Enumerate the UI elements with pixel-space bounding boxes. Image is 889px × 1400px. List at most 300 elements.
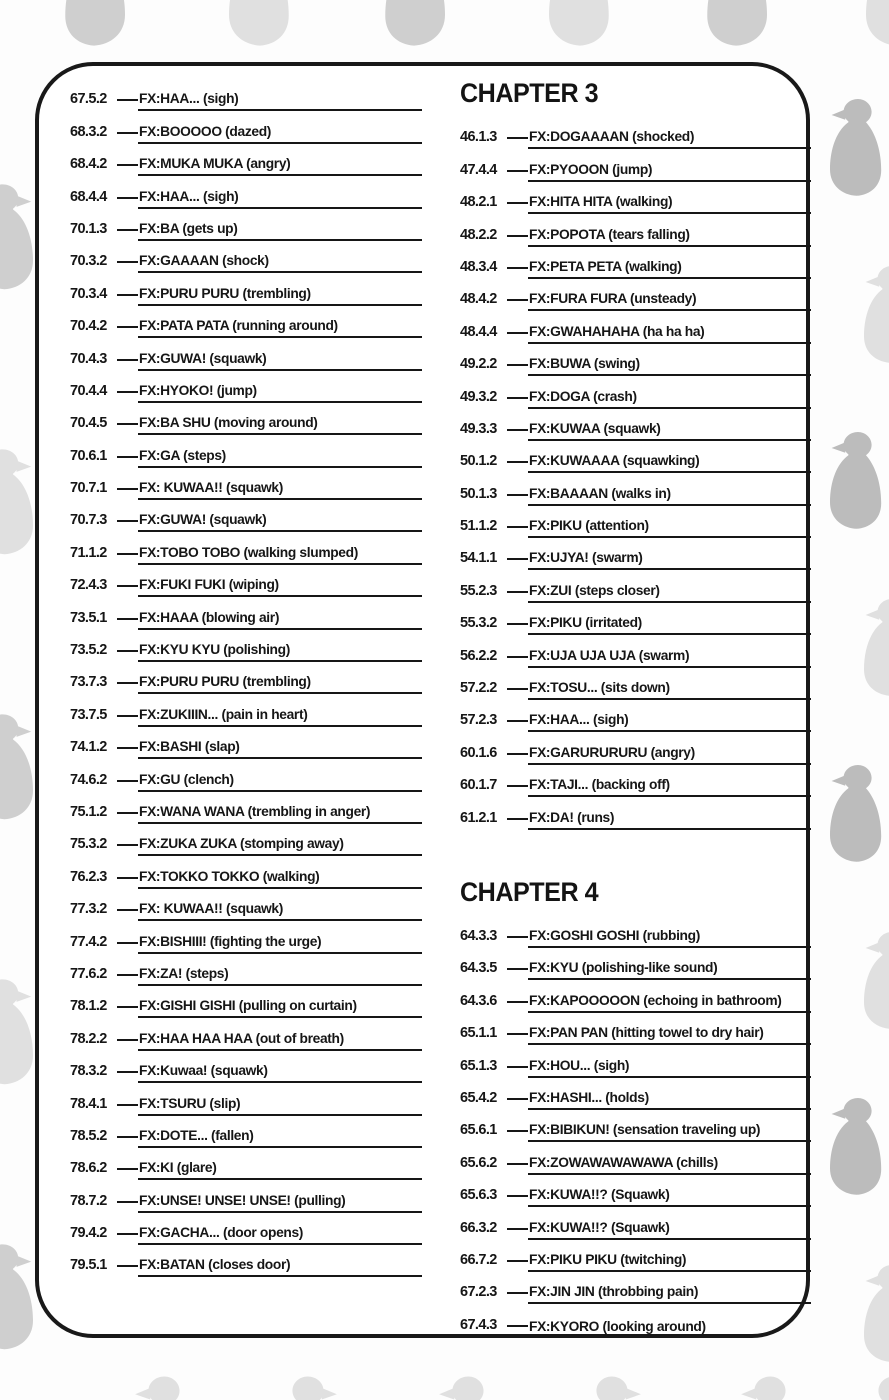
fx-connector-line: [507, 785, 528, 787]
penguin-silhouette-icon: [375, 0, 459, 54]
fx-connector-line: [117, 877, 138, 879]
fx-connector-line: [507, 267, 528, 269]
fx-connector-line: [117, 1039, 138, 1041]
fx-page-ref: 48.2.2: [460, 226, 497, 243]
fx-text: FX:KYU (polishing-like sound): [528, 960, 811, 980]
fx-connector-line: [117, 1104, 138, 1106]
fx-connector-line: [117, 585, 138, 587]
fx-page-ref: 70.4.3: [70, 350, 107, 367]
fx-entry: [70, 694, 422, 726]
fx-connector-line: [117, 747, 138, 749]
fx-entry: [70, 856, 422, 888]
fx-page-ref: 49.3.3: [460, 420, 497, 437]
chapter-heading: CHAPTER 4: [460, 876, 599, 907]
fx-page-ref: 55.2.3: [460, 582, 497, 599]
fx-page-ref: 68.4.4: [70, 188, 107, 205]
fx-entry: [70, 759, 422, 791]
fx-text: FX:TAJI... (backing off): [528, 777, 811, 797]
fx-page-ref: 65.1.3: [460, 1057, 497, 1074]
fx-page-ref: 78.7.2: [70, 1192, 107, 1209]
fx-connector-line: [117, 942, 138, 944]
fx-connector-line: [117, 326, 138, 328]
fx-entry: [460, 149, 811, 181]
fx-entry: [460, 980, 811, 1012]
fx-page-ref: 65.1.1: [460, 1025, 497, 1042]
fx-page-ref: 70.6.1: [70, 447, 107, 464]
fx-text: FX:HAA HAA HAA (out of breath): [138, 1031, 422, 1051]
fx-entry: [460, 1078, 811, 1110]
fx-text: FX:GUWA! (squawk): [138, 351, 422, 371]
fx-page-ref: 76.2.3: [70, 868, 107, 885]
fx-text: FX:FURA FURA (unsteady): [528, 291, 811, 311]
fx-entry: [70, 241, 422, 273]
fx-connector-line: [507, 364, 528, 366]
penguin-silhouette-icon: [852, 595, 889, 703]
fx-page-ref: 75.3.2: [70, 836, 107, 853]
fx-text: FX:ZUI (steps closer): [528, 583, 811, 603]
fx-page-ref: 78.3.2: [70, 1063, 107, 1080]
fx-connector-line: [507, 591, 528, 593]
fx-page-ref: 67.5.2: [70, 91, 107, 108]
fx-page-ref: 68.3.2: [70, 123, 107, 140]
fx-entry: [460, 376, 811, 408]
fx-connector-line: [117, 1233, 138, 1235]
fx-entry: [70, 1051, 422, 1083]
fx-text: FX:KUWAAAA (squawking): [528, 453, 811, 473]
fx-page-ref: 78.5.2: [70, 1127, 107, 1144]
fx-connector-line: [507, 1292, 528, 1294]
fx-connector-line: [117, 844, 138, 846]
fx-entry: [460, 603, 811, 635]
fx-column-left: [70, 79, 422, 1277]
fx-page-ref: 48.4.4: [460, 323, 497, 340]
fx-entry: [460, 1013, 811, 1045]
fx-entry: [460, 668, 811, 700]
fx-text: FX:MUKA MUKA (angry): [138, 156, 422, 176]
fx-text: FX:PAN PAN (hitting towel to dry hair): [528, 1025, 811, 1045]
fx-entry: [460, 214, 811, 246]
fx-connector-line: [117, 812, 138, 814]
fx-page-ref: 50.1.3: [460, 485, 497, 502]
fx-entry: [460, 441, 811, 473]
fx-text: FX:WANA WANA (trembling in anger): [138, 804, 422, 824]
fx-page-ref: 73.5.2: [70, 642, 107, 659]
fx-page-ref: 73.5.1: [70, 609, 107, 626]
fx-text: FX:HAAA (blowing air): [138, 610, 422, 630]
fx-text: FX:PIKU (irritated): [528, 615, 811, 635]
fx-text: FX:ZOWAWAWAWAWA (chills): [528, 1155, 811, 1175]
fx-text: FX:TOBO TOBO (walking slumped): [138, 545, 422, 565]
fx-text: FX:TOSU... (sits down): [528, 680, 811, 700]
fx-page-ref: 71.1.2: [70, 544, 107, 561]
fx-entry: [460, 1175, 811, 1207]
fx-page-ref: 64.3.3: [460, 927, 497, 944]
fx-text: FX:KUWAA (squawk): [528, 421, 811, 441]
fx-text: FX:POPOTA (tears falling): [528, 227, 811, 247]
fx-entry: [70, 1083, 422, 1115]
fx-entry: [460, 635, 811, 667]
fx-connector-line: [117, 520, 138, 522]
fx-entry: [460, 117, 811, 149]
fx-connector-line: [117, 974, 138, 976]
fx-entry: [70, 889, 422, 921]
fx-page-ref: 46.1.3: [460, 129, 497, 146]
fx-text: FX:HASHI... (holds): [528, 1090, 811, 1110]
fx-entry: [460, 473, 811, 505]
fx-text: FX:TSURU (slip): [138, 1096, 422, 1116]
penguin-silhouette-icon: [858, 1372, 889, 1400]
fx-page-ref: 48.2.1: [460, 194, 497, 211]
fx-glossary-panel: [35, 62, 810, 1338]
fx-entry: [70, 597, 422, 629]
fx-entry: [460, 732, 811, 764]
fx-page-ref: 57.2.3: [460, 712, 497, 729]
fx-connector-line: [117, 229, 138, 231]
fx-text: FX:GU (clench): [138, 772, 422, 792]
fx-text: FX:GARURURURU (angry): [528, 745, 811, 765]
fx-page-ref: 66.3.2: [460, 1219, 497, 1236]
fx-page-ref: 70.4.5: [70, 415, 107, 432]
fx-page-ref: 77.4.2: [70, 933, 107, 950]
fx-page-ref: 79.5.1: [70, 1257, 107, 1274]
fx-text: FX:KYU KYU (polishing): [138, 642, 422, 662]
fx-entry: [70, 273, 422, 305]
fx-entry: [70, 403, 422, 435]
fx-text: FX:GUWA! (squawk): [138, 512, 422, 532]
fx-page-ref: 72.4.3: [70, 577, 107, 594]
fx-connector-line: [507, 137, 528, 139]
fx-connector-line: [507, 720, 528, 722]
fx-page-ref: 47.4.4: [460, 161, 497, 178]
fx-page-ref: 75.1.2: [70, 803, 107, 820]
fx-page-ref: 74.1.2: [70, 739, 107, 756]
fx-text: FX:BUWA (swing): [528, 356, 811, 376]
fx-connector-line: [507, 1098, 528, 1100]
fx-entry: [460, 247, 811, 279]
fx-page-ref: 48.4.2: [460, 291, 497, 308]
fx-text: FX:DA! (runs): [528, 810, 811, 830]
fx-entry: [70, 630, 422, 662]
fx-entry: [70, 209, 422, 241]
fx-text: FX:GACHA... (door opens): [138, 1225, 422, 1245]
fx-connector-line: [117, 682, 138, 684]
fx-page-ref: 67.2.3: [460, 1284, 497, 1301]
fx-entry: [70, 986, 422, 1018]
fx-entry: [460, 797, 811, 829]
fx-text: FX:HOU... (sigh): [528, 1058, 811, 1078]
fx-connector-line: [507, 1228, 528, 1230]
fx-page-ref: 65.4.2: [460, 1089, 497, 1106]
fx-text: FX:UJYA! (swarm): [528, 550, 811, 570]
fx-page-ref: 54.1.1: [460, 550, 497, 567]
fx-text: FX:PATA PATA (running around): [138, 318, 422, 338]
fx-page-ref: 78.2.2: [70, 1030, 107, 1047]
fx-text: FX:PIKU PIKU (twitching): [528, 1252, 811, 1272]
fx-connector-line: [507, 1195, 528, 1197]
fx-connector-line: [507, 558, 528, 560]
penguin-silhouette-icon: [55, 0, 139, 54]
fx-connector-line: [117, 294, 138, 296]
penguin-silhouette-icon: [818, 761, 889, 869]
fx-entry: [460, 570, 811, 602]
fx-text: FX:JIN JIN (throbbing pain): [528, 1284, 811, 1304]
fx-entry: [460, 344, 811, 376]
fx-connector-line: [117, 261, 138, 263]
fx-entry: [460, 765, 811, 797]
fx-text: FX:BIBIKUN! (sensation traveling up): [528, 1122, 811, 1142]
fx-text: FX:GAAAAN (shock): [138, 253, 422, 273]
fx-connector-line: [117, 780, 138, 782]
fx-column-right: [460, 75, 811, 1337]
fx-page-ref: 57.2.2: [460, 680, 497, 697]
fx-connector-line: [507, 1066, 528, 1068]
fx-entry: [70, 306, 422, 338]
fx-entry: [70, 727, 422, 759]
fx-text: FX:UNSE! UNSE! UNSE! (pulling): [138, 1193, 422, 1213]
penguin-silhouette-icon: [697, 0, 781, 54]
fx-connector-line: [507, 299, 528, 301]
fx-page-ref: 70.3.4: [70, 285, 107, 302]
fx-entry: [70, 1148, 422, 1180]
fx-page-ref: 65.6.2: [460, 1154, 497, 1171]
fx-entry: [460, 916, 811, 948]
fx-page-ref: 50.1.2: [460, 453, 497, 470]
fx-connector-line: [507, 461, 528, 463]
penguin-silhouette-icon: [852, 928, 889, 1036]
fx-connector-line: [507, 753, 528, 755]
fx-connector-line: [507, 235, 528, 237]
fx-page-ref: 70.7.3: [70, 512, 107, 529]
fx-connector-line: [117, 164, 138, 166]
fx-page-ref: 73.7.5: [70, 706, 107, 723]
fx-entry: [460, 1240, 811, 1272]
fx-entry: [460, 1272, 811, 1304]
fx-page-ref: 68.4.2: [70, 156, 107, 173]
fx-text: FX:TOKKO TOKKO (walking): [138, 869, 422, 889]
fx-page-ref: 49.3.2: [460, 388, 497, 405]
fx-page-ref: 65.6.1: [460, 1122, 497, 1139]
fx-page-ref: 61.2.1: [460, 809, 497, 826]
fx-connector-line: [117, 1201, 138, 1203]
fx-entry: [460, 1142, 811, 1174]
fx-connector-line: [117, 1136, 138, 1138]
fx-connector-line: [507, 623, 528, 625]
fx-connector-line: [117, 1265, 138, 1267]
fx-connector-line: [117, 391, 138, 393]
fx-entry: [460, 506, 811, 538]
fx-page-ref: 65.6.3: [460, 1187, 497, 1204]
penguin-silhouette-icon: [424, 1372, 504, 1400]
fx-text: FX:PURU PURU (trembling): [138, 286, 422, 306]
fx-connector-line: [117, 359, 138, 361]
fx-page-ref: 70.3.2: [70, 253, 107, 270]
fx-page-ref: 64.3.6: [460, 992, 497, 1009]
fx-entry: [70, 1180, 422, 1212]
fx-connector-line: [507, 429, 528, 431]
fx-entry: [70, 371, 422, 403]
fx-connector-line: [117, 715, 138, 717]
fx-connector-line: [117, 456, 138, 458]
fx-text: FX:BATAN (closes door): [138, 1257, 422, 1277]
fx-entry: [70, 662, 422, 694]
fx-entry: [70, 954, 422, 986]
penguin-silhouette-icon: [215, 0, 299, 54]
penguin-silhouette-icon: [818, 95, 889, 203]
fx-entry: [70, 921, 422, 953]
fx-entry: [70, 1245, 422, 1277]
fx-connector-line: [507, 1325, 528, 1327]
fx-entry: [460, 311, 811, 343]
fx-entry: [460, 279, 811, 311]
fx-text: FX:GA (steps): [138, 448, 422, 468]
fx-entry: [70, 338, 422, 370]
fx-text: FX:DOGA (crash): [528, 389, 811, 409]
fx-page-ref: 70.4.4: [70, 382, 107, 399]
penguin-silhouette-icon: [726, 1372, 806, 1400]
penguin-silhouette-icon: [535, 0, 619, 54]
fx-connector-line: [117, 1168, 138, 1170]
fx-connector-line: [117, 132, 138, 134]
fx-connector-line: [507, 818, 528, 820]
fx-page-ref: 79.4.2: [70, 1225, 107, 1242]
fx-text: FX:BA SHU (moving around): [138, 415, 422, 435]
fx-text: FX:KUWA!!? (Squawk): [528, 1187, 811, 1207]
fx-text: FX:BISHIII! (fighting the urge): [138, 934, 422, 954]
fx-connector-line: [507, 332, 528, 334]
fx-entry: [460, 1207, 811, 1239]
fx-connector-line: [507, 688, 528, 690]
fx-connector-line: [507, 170, 528, 172]
fx-page-ref: 74.6.2: [70, 771, 107, 788]
fx-entry: [70, 468, 422, 500]
fx-page-ref: 48.3.4: [460, 258, 497, 275]
fx-page-ref: 78.1.2: [70, 998, 107, 1015]
fx-connector-line: [117, 909, 138, 911]
fx-text: FX:KI (glare): [138, 1160, 422, 1180]
fx-text: FX:GOSHI GOSHI (rubbing): [528, 928, 811, 948]
fx-text: FX:BA (gets up): [138, 221, 422, 241]
fx-entry: [70, 79, 422, 111]
fx-page-ref: 67.4.3: [460, 1316, 497, 1333]
fx-connector-line: [117, 99, 138, 101]
fx-text: FX:KYORO (looking around): [529, 1318, 706, 1334]
fx-entry: [70, 176, 422, 208]
fx-connector-line: [117, 488, 138, 490]
fx-connector-line: [117, 423, 138, 425]
fx-connector-line: [507, 1130, 528, 1132]
fx-page-ref: 66.7.2: [460, 1251, 497, 1268]
fx-text: FX:BOOOOO (dazed): [138, 124, 422, 144]
fx-text: FX:GWAHAHAHA (ha ha ha): [528, 324, 811, 344]
fx-entry: [70, 1213, 422, 1245]
fx-connector-line: [117, 553, 138, 555]
fx-entry: [70, 824, 422, 856]
fx-connector-line: [507, 494, 528, 496]
fx-text: FX:DOGAAAAN (shocked): [528, 129, 811, 149]
fx-entry: [460, 538, 811, 570]
fx-entry: [460, 700, 811, 732]
fx-entry: [460, 182, 811, 214]
fx-text: FX:BAAAAN (walks in): [528, 486, 811, 506]
fx-page-ref: 73.7.3: [70, 674, 107, 691]
fx-text: FX:KUWA!!? (Squawk): [528, 1220, 811, 1240]
fx-entry: [70, 792, 422, 824]
fx-page-ref: 51.1.2: [460, 518, 497, 535]
penguin-silhouette-icon: [120, 1372, 200, 1400]
fx-page-ref: 78.6.2: [70, 1160, 107, 1177]
fx-connector-line: [117, 650, 138, 652]
penguin-silhouette-icon: [852, 0, 889, 54]
fx-page-ref: 49.2.2: [460, 356, 497, 373]
fx-text: FX:KAPOOOOON (echoing in bathroom): [528, 993, 811, 1013]
fx-text: FX:HAA... (sigh): [528, 712, 811, 732]
fx-text: FX:PETA PETA (walking): [528, 259, 811, 279]
fx-connector-line: [117, 1006, 138, 1008]
fx-connector-line: [507, 202, 528, 204]
fx-connector-line: [507, 1260, 528, 1262]
penguin-silhouette-icon: [272, 1372, 352, 1400]
fx-text: FX:HAA... (sigh): [138, 189, 422, 209]
chapter-heading: CHAPTER 3: [460, 78, 599, 108]
penguin-silhouette-icon: [852, 262, 889, 370]
fx-entry: [460, 948, 811, 980]
fx-text: FX:PYOOON (jump): [528, 162, 811, 182]
fx-text: FX:PURU PURU (trembling): [138, 674, 422, 694]
fx-page-ref: 56.2.2: [460, 647, 497, 664]
fx-page-ref: 60.1.7: [460, 777, 497, 794]
fx-page-ref: 55.3.2: [460, 615, 497, 632]
fx-entry: [460, 1110, 811, 1142]
fx-text: FX:PIKU (attention): [528, 518, 811, 538]
fx-entry: [460, 409, 811, 441]
fx-text: FX:ZUKA ZUKA (stomping away): [138, 836, 422, 856]
fx-connector-line: [507, 1163, 528, 1165]
fx-connector-line: [507, 968, 528, 970]
fx-text: FX: KUWAA!! (squawk): [138, 480, 422, 500]
fx-page-ref: 64.3.5: [460, 960, 497, 977]
fx-entry: [460, 1045, 811, 1077]
fx-page-ref: 77.3.2: [70, 901, 107, 918]
fx-text: FX:Kuwaa! (squawk): [138, 1063, 422, 1083]
fx-entry: [70, 1116, 422, 1148]
fx-text: FX:GISHI GISHI (pulling on curtain): [138, 998, 422, 1018]
fx-text: FX:ZA! (steps): [138, 966, 422, 986]
fx-text: FX:ZUKIIIN... (pain in heart): [138, 707, 422, 727]
penguin-silhouette-icon: [852, 1261, 889, 1369]
fx-connector-line: [507, 1033, 528, 1035]
fx-entry: [70, 435, 422, 467]
fx-entry: [70, 532, 422, 564]
fx-connector-line: [117, 197, 138, 199]
fx-entry: [70, 565, 422, 597]
fx-connector-line: [507, 656, 528, 658]
fx-entry: [70, 111, 422, 143]
fx-page-ref: 70.4.2: [70, 318, 107, 335]
fx-entry: [70, 500, 422, 532]
fx-text: FX:FUKI FUKI (wiping): [138, 577, 422, 597]
fx-connector-line: [507, 397, 528, 399]
fx-connector-line: [507, 526, 528, 528]
fx-page-ref: 77.6.2: [70, 965, 107, 982]
fx-page-ref: 60.1.6: [460, 744, 497, 761]
penguin-silhouette-icon: [818, 1094, 889, 1202]
penguin-silhouette-icon: [818, 428, 889, 536]
fx-page-ref: 70.7.1: [70, 480, 107, 497]
fx-text: FX: KUWAA!! (squawk): [138, 901, 422, 921]
fx-text: FX:HYOKO! (jump): [138, 383, 422, 403]
penguin-silhouette-icon: [576, 1372, 656, 1400]
fx-page-ref: 70.1.3: [70, 220, 107, 237]
